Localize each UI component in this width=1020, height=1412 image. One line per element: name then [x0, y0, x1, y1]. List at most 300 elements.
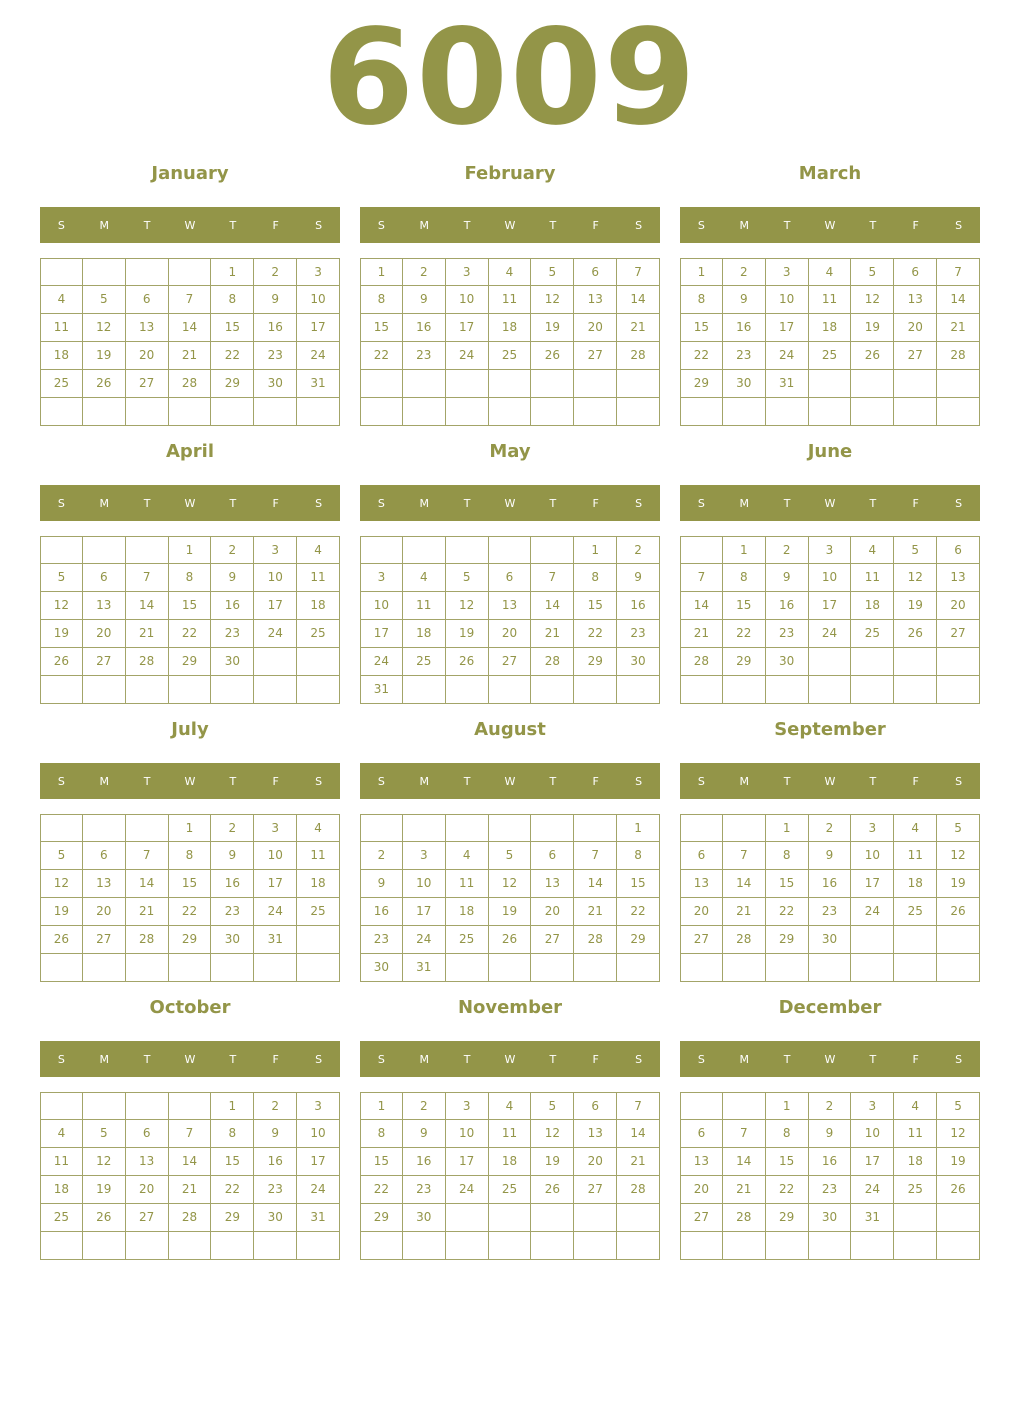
day-cell[interactable]: 7 [126, 564, 169, 592]
day-cell[interactable]: 14 [531, 592, 574, 620]
day-cell[interactable]: 18 [40, 342, 83, 370]
day-cell[interactable]: 29 [169, 648, 212, 676]
day-cell[interactable]: 17 [360, 620, 403, 648]
day-cell[interactable]: 19 [531, 314, 574, 342]
day-cell[interactable]: 16 [617, 592, 660, 620]
day-cell[interactable]: 29 [617, 926, 660, 954]
day-cell[interactable]: 6 [680, 842, 723, 870]
day-cell[interactable]: 3 [851, 1092, 894, 1120]
day-cell[interactable]: 7 [937, 258, 980, 286]
day-cell[interactable]: 22 [169, 620, 212, 648]
day-cell[interactable]: 14 [169, 1148, 212, 1176]
day-cell[interactable]: 6 [574, 258, 617, 286]
day-cell[interactable]: 28 [617, 1176, 660, 1204]
day-cell[interactable]: 29 [680, 370, 723, 398]
day-cell[interactable]: 20 [574, 314, 617, 342]
day-cell[interactable]: 10 [297, 286, 340, 314]
day-cell[interactable]: 15 [617, 870, 660, 898]
day-cell[interactable]: 23 [254, 1176, 297, 1204]
day-cell[interactable]: 31 [297, 370, 340, 398]
day-cell[interactable]: 15 [211, 1148, 254, 1176]
day-cell[interactable]: 9 [211, 842, 254, 870]
day-cell[interactable]: 26 [40, 648, 83, 676]
day-cell[interactable]: 2 [723, 258, 766, 286]
day-cell[interactable]: 20 [126, 342, 169, 370]
day-cell[interactable]: 11 [446, 870, 489, 898]
day-cell[interactable]: 26 [937, 898, 980, 926]
day-cell[interactable]: 13 [937, 564, 980, 592]
day-cell[interactable]: 9 [723, 286, 766, 314]
day-cell[interactable]: 27 [126, 1204, 169, 1232]
day-cell[interactable]: 29 [211, 1204, 254, 1232]
day-cell[interactable]: 19 [851, 314, 894, 342]
day-cell[interactable]: 4 [40, 1120, 83, 1148]
day-cell[interactable]: 1 [723, 536, 766, 564]
day-cell[interactable]: 5 [83, 1120, 126, 1148]
day-cell[interactable]: 9 [211, 564, 254, 592]
day-cell[interactable]: 14 [574, 870, 617, 898]
day-cell[interactable]: 14 [169, 314, 212, 342]
day-cell[interactable]: 17 [851, 870, 894, 898]
day-cell[interactable]: 26 [40, 926, 83, 954]
day-cell[interactable]: 7 [617, 258, 660, 286]
day-cell[interactable]: 13 [83, 592, 126, 620]
day-cell[interactable]: 18 [851, 592, 894, 620]
day-cell[interactable]: 4 [489, 1092, 532, 1120]
day-cell[interactable]: 15 [211, 314, 254, 342]
day-cell[interactable]: 26 [531, 342, 574, 370]
day-cell[interactable]: 3 [851, 814, 894, 842]
day-cell[interactable]: 24 [446, 342, 489, 370]
day-cell[interactable]: 27 [83, 648, 126, 676]
day-cell[interactable]: 19 [446, 620, 489, 648]
day-cell[interactable]: 21 [126, 898, 169, 926]
day-cell[interactable]: 4 [40, 286, 83, 314]
day-cell[interactable]: 18 [40, 1176, 83, 1204]
day-cell[interactable]: 25 [297, 898, 340, 926]
day-cell[interactable]: 21 [723, 898, 766, 926]
day-cell[interactable]: 28 [723, 926, 766, 954]
day-cell[interactable]: 22 [169, 898, 212, 926]
day-cell[interactable]: 10 [403, 870, 446, 898]
day-cell[interactable]: 14 [723, 870, 766, 898]
day-cell[interactable]: 12 [531, 286, 574, 314]
day-cell[interactable]: 4 [809, 258, 852, 286]
day-cell[interactable]: 12 [937, 1120, 980, 1148]
day-cell[interactable]: 28 [169, 1204, 212, 1232]
day-cell[interactable]: 14 [126, 592, 169, 620]
day-cell[interactable]: 1 [211, 1092, 254, 1120]
day-cell[interactable]: 4 [894, 814, 937, 842]
day-cell[interactable]: 26 [83, 370, 126, 398]
day-cell[interactable]: 25 [894, 898, 937, 926]
day-cell[interactable]: 21 [574, 898, 617, 926]
day-cell[interactable]: 10 [297, 1120, 340, 1148]
day-cell[interactable]: 20 [83, 620, 126, 648]
day-cell[interactable]: 13 [531, 870, 574, 898]
day-cell[interactable]: 7 [617, 1092, 660, 1120]
day-cell[interactable]: 18 [297, 592, 340, 620]
day-cell[interactable]: 5 [83, 286, 126, 314]
day-cell[interactable]: 11 [809, 286, 852, 314]
day-cell[interactable]: 1 [617, 814, 660, 842]
day-cell[interactable]: 29 [723, 648, 766, 676]
day-cell[interactable]: 17 [297, 1148, 340, 1176]
day-cell[interactable]: 23 [360, 926, 403, 954]
day-cell[interactable]: 15 [680, 314, 723, 342]
day-cell[interactable]: 7 [723, 1120, 766, 1148]
day-cell[interactable]: 30 [403, 1204, 446, 1232]
day-cell[interactable]: 12 [489, 870, 532, 898]
day-cell[interactable]: 2 [403, 258, 446, 286]
day-cell[interactable]: 19 [894, 592, 937, 620]
day-cell[interactable]: 6 [126, 1120, 169, 1148]
day-cell[interactable]: 8 [680, 286, 723, 314]
day-cell[interactable]: 26 [489, 926, 532, 954]
day-cell[interactable]: 14 [723, 1148, 766, 1176]
day-cell[interactable]: 4 [489, 258, 532, 286]
day-cell[interactable]: 28 [169, 370, 212, 398]
day-cell[interactable]: 1 [680, 258, 723, 286]
day-cell[interactable]: 5 [531, 258, 574, 286]
day-cell[interactable]: 27 [937, 620, 980, 648]
day-cell[interactable]: 14 [126, 870, 169, 898]
day-cell[interactable]: 14 [617, 1120, 660, 1148]
day-cell[interactable]: 17 [254, 870, 297, 898]
day-cell[interactable]: 21 [169, 342, 212, 370]
day-cell[interactable]: 21 [680, 620, 723, 648]
day-cell[interactable]: 6 [937, 536, 980, 564]
day-cell[interactable]: 30 [360, 954, 403, 982]
day-cell[interactable]: 19 [40, 898, 83, 926]
day-cell[interactable]: 22 [766, 898, 809, 926]
day-cell[interactable]: 26 [446, 648, 489, 676]
day-cell[interactable]: 1 [211, 258, 254, 286]
day-cell[interactable]: 2 [766, 536, 809, 564]
day-cell[interactable]: 6 [531, 842, 574, 870]
day-cell[interactable]: 18 [894, 870, 937, 898]
day-cell[interactable]: 30 [254, 370, 297, 398]
day-cell[interactable]: 11 [894, 842, 937, 870]
day-cell[interactable]: 20 [680, 1176, 723, 1204]
day-cell[interactable]: 25 [489, 342, 532, 370]
day-cell[interactable]: 22 [680, 342, 723, 370]
day-cell[interactable]: 2 [254, 1092, 297, 1120]
day-cell[interactable]: 4 [446, 842, 489, 870]
day-cell[interactable]: 27 [83, 926, 126, 954]
day-cell[interactable]: 13 [894, 286, 937, 314]
day-cell[interactable]: 5 [531, 1092, 574, 1120]
day-cell[interactable]: 8 [211, 1120, 254, 1148]
day-cell[interactable]: 5 [937, 1092, 980, 1120]
day-cell[interactable]: 13 [126, 314, 169, 342]
day-cell[interactable]: 12 [40, 592, 83, 620]
day-cell[interactable]: 15 [169, 592, 212, 620]
day-cell[interactable]: 2 [360, 842, 403, 870]
day-cell[interactable]: 10 [446, 286, 489, 314]
day-cell[interactable]: 27 [894, 342, 937, 370]
day-cell[interactable]: 19 [937, 870, 980, 898]
day-cell[interactable]: 8 [766, 1120, 809, 1148]
day-cell[interactable]: 14 [617, 286, 660, 314]
day-cell[interactable]: 3 [809, 536, 852, 564]
day-cell[interactable]: 4 [297, 814, 340, 842]
day-cell[interactable]: 18 [894, 1148, 937, 1176]
day-cell[interactable]: 16 [766, 592, 809, 620]
day-cell[interactable]: 1 [169, 814, 212, 842]
day-cell[interactable]: 11 [894, 1120, 937, 1148]
day-cell[interactable]: 2 [617, 536, 660, 564]
day-cell[interactable]: 15 [766, 1148, 809, 1176]
day-cell[interactable]: 28 [531, 648, 574, 676]
day-cell[interactable]: 2 [403, 1092, 446, 1120]
day-cell[interactable]: 17 [766, 314, 809, 342]
day-cell[interactable]: 6 [83, 842, 126, 870]
day-cell[interactable]: 10 [809, 564, 852, 592]
day-cell[interactable]: 28 [617, 342, 660, 370]
day-cell[interactable]: 4 [297, 536, 340, 564]
day-cell[interactable]: 11 [489, 286, 532, 314]
day-cell[interactable]: 25 [446, 926, 489, 954]
day-cell[interactable]: 25 [40, 370, 83, 398]
day-cell[interactable]: 30 [211, 926, 254, 954]
day-cell[interactable]: 5 [851, 258, 894, 286]
day-cell[interactable]: 26 [851, 342, 894, 370]
day-cell[interactable]: 17 [851, 1148, 894, 1176]
day-cell[interactable]: 30 [211, 648, 254, 676]
day-cell[interactable]: 16 [723, 314, 766, 342]
day-cell[interactable]: 12 [83, 1148, 126, 1176]
day-cell[interactable]: 15 [574, 592, 617, 620]
day-cell[interactable]: 16 [403, 314, 446, 342]
day-cell[interactable]: 9 [254, 286, 297, 314]
day-cell[interactable]: 10 [254, 842, 297, 870]
day-cell[interactable]: 18 [489, 314, 532, 342]
day-cell[interactable]: 6 [126, 286, 169, 314]
day-cell[interactable]: 6 [489, 564, 532, 592]
day-cell[interactable]: 23 [211, 898, 254, 926]
day-cell[interactable]: 28 [126, 926, 169, 954]
day-cell[interactable]: 12 [83, 314, 126, 342]
day-cell[interactable]: 25 [403, 648, 446, 676]
day-cell[interactable]: 24 [254, 620, 297, 648]
day-cell[interactable]: 10 [851, 842, 894, 870]
day-cell[interactable]: 23 [403, 342, 446, 370]
day-cell[interactable]: 3 [297, 258, 340, 286]
day-cell[interactable]: 20 [531, 898, 574, 926]
day-cell[interactable]: 2 [809, 1092, 852, 1120]
day-cell[interactable]: 22 [211, 342, 254, 370]
day-cell[interactable]: 11 [403, 592, 446, 620]
day-cell[interactable]: 26 [894, 620, 937, 648]
day-cell[interactable]: 30 [254, 1204, 297, 1232]
day-cell[interactable]: 13 [574, 1120, 617, 1148]
day-cell[interactable]: 8 [766, 842, 809, 870]
day-cell[interactable]: 28 [937, 342, 980, 370]
day-cell[interactable]: 16 [254, 314, 297, 342]
day-cell[interactable]: 1 [574, 536, 617, 564]
day-cell[interactable]: 24 [297, 342, 340, 370]
day-cell[interactable]: 8 [617, 842, 660, 870]
day-cell[interactable]: 3 [254, 814, 297, 842]
day-cell[interactable]: 12 [40, 870, 83, 898]
day-cell[interactable]: 28 [126, 648, 169, 676]
day-cell[interactable]: 22 [574, 620, 617, 648]
day-cell[interactable]: 31 [360, 676, 403, 704]
day-cell[interactable]: 19 [40, 620, 83, 648]
day-cell[interactable]: 21 [169, 1176, 212, 1204]
day-cell[interactable]: 16 [254, 1148, 297, 1176]
day-cell[interactable]: 13 [489, 592, 532, 620]
day-cell[interactable]: 27 [680, 926, 723, 954]
day-cell[interactable]: 4 [403, 564, 446, 592]
day-cell[interactable]: 27 [489, 648, 532, 676]
day-cell[interactable]: 21 [617, 1148, 660, 1176]
day-cell[interactable]: 18 [809, 314, 852, 342]
day-cell[interactable]: 29 [169, 926, 212, 954]
day-cell[interactable]: 13 [126, 1148, 169, 1176]
day-cell[interactable]: 3 [254, 536, 297, 564]
day-cell[interactable]: 15 [723, 592, 766, 620]
day-cell[interactable]: 24 [809, 620, 852, 648]
day-cell[interactable]: 12 [937, 842, 980, 870]
day-cell[interactable]: 26 [937, 1176, 980, 1204]
day-cell[interactable]: 9 [766, 564, 809, 592]
day-cell[interactable]: 23 [403, 1176, 446, 1204]
day-cell[interactable]: 2 [254, 258, 297, 286]
day-cell[interactable]: 18 [297, 870, 340, 898]
day-cell[interactable]: 21 [937, 314, 980, 342]
day-cell[interactable]: 7 [531, 564, 574, 592]
day-cell[interactable]: 21 [617, 314, 660, 342]
day-cell[interactable]: 19 [83, 1176, 126, 1204]
day-cell[interactable]: 22 [360, 342, 403, 370]
day-cell[interactable]: 5 [489, 842, 532, 870]
day-cell[interactable]: 9 [403, 1120, 446, 1148]
day-cell[interactable]: 15 [360, 314, 403, 342]
day-cell[interactable]: 29 [766, 1204, 809, 1232]
day-cell[interactable]: 22 [723, 620, 766, 648]
day-cell[interactable]: 20 [126, 1176, 169, 1204]
day-cell[interactable]: 10 [360, 592, 403, 620]
day-cell[interactable]: 10 [254, 564, 297, 592]
day-cell[interactable]: 7 [169, 286, 212, 314]
day-cell[interactable]: 26 [531, 1176, 574, 1204]
day-cell[interactable]: 5 [40, 842, 83, 870]
day-cell[interactable]: 5 [446, 564, 489, 592]
day-cell[interactable]: 20 [680, 898, 723, 926]
day-cell[interactable]: 18 [489, 1148, 532, 1176]
day-cell[interactable]: 23 [723, 342, 766, 370]
day-cell[interactable]: 15 [766, 870, 809, 898]
day-cell[interactable]: 28 [574, 926, 617, 954]
day-cell[interactable]: 13 [680, 1148, 723, 1176]
day-cell[interactable]: 24 [403, 926, 446, 954]
day-cell[interactable]: 22 [211, 1176, 254, 1204]
day-cell[interactable]: 15 [360, 1148, 403, 1176]
day-cell[interactable]: 25 [894, 1176, 937, 1204]
day-cell[interactable]: 11 [489, 1120, 532, 1148]
day-cell[interactable]: 30 [809, 926, 852, 954]
day-cell[interactable]: 16 [211, 592, 254, 620]
day-cell[interactable]: 20 [489, 620, 532, 648]
day-cell[interactable]: 29 [766, 926, 809, 954]
day-cell[interactable]: 19 [489, 898, 532, 926]
day-cell[interactable]: 29 [360, 1204, 403, 1232]
day-cell[interactable]: 10 [851, 1120, 894, 1148]
day-cell[interactable]: 24 [297, 1176, 340, 1204]
day-cell[interactable]: 1 [169, 536, 212, 564]
day-cell[interactable]: 27 [126, 370, 169, 398]
day-cell[interactable]: 8 [169, 842, 212, 870]
day-cell[interactable]: 5 [937, 814, 980, 842]
day-cell[interactable]: 24 [360, 648, 403, 676]
day-cell[interactable]: 25 [40, 1204, 83, 1232]
day-cell[interactable]: 15 [169, 870, 212, 898]
day-cell[interactable]: 25 [851, 620, 894, 648]
day-cell[interactable]: 23 [617, 620, 660, 648]
day-cell[interactable]: 16 [360, 898, 403, 926]
day-cell[interactable]: 20 [574, 1148, 617, 1176]
day-cell[interactable]: 11 [40, 1148, 83, 1176]
day-cell[interactable]: 17 [403, 898, 446, 926]
day-cell[interactable]: 11 [297, 564, 340, 592]
day-cell[interactable]: 28 [680, 648, 723, 676]
day-cell[interactable]: 9 [809, 1120, 852, 1148]
day-cell[interactable]: 14 [680, 592, 723, 620]
day-cell[interactable]: 18 [403, 620, 446, 648]
day-cell[interactable]: 6 [83, 564, 126, 592]
day-cell[interactable]: 4 [894, 1092, 937, 1120]
day-cell[interactable]: 23 [766, 620, 809, 648]
day-cell[interactable]: 22 [766, 1176, 809, 1204]
day-cell[interactable]: 31 [766, 370, 809, 398]
day-cell[interactable]: 6 [574, 1092, 617, 1120]
day-cell[interactable]: 27 [531, 926, 574, 954]
day-cell[interactable]: 23 [809, 898, 852, 926]
day-cell[interactable]: 8 [723, 564, 766, 592]
day-cell[interactable]: 10 [766, 286, 809, 314]
day-cell[interactable]: 3 [446, 258, 489, 286]
day-cell[interactable]: 19 [83, 342, 126, 370]
day-cell[interactable]: 3 [766, 258, 809, 286]
day-cell[interactable]: 9 [360, 870, 403, 898]
day-cell[interactable]: 16 [403, 1148, 446, 1176]
day-cell[interactable]: 23 [809, 1176, 852, 1204]
day-cell[interactable]: 8 [574, 564, 617, 592]
day-cell[interactable]: 23 [254, 342, 297, 370]
day-cell[interactable]: 1 [360, 258, 403, 286]
day-cell[interactable]: 8 [360, 286, 403, 314]
day-cell[interactable]: 21 [723, 1176, 766, 1204]
day-cell[interactable]: 7 [574, 842, 617, 870]
day-cell[interactable]: 12 [446, 592, 489, 620]
day-cell[interactable]: 17 [446, 1148, 489, 1176]
day-cell[interactable]: 3 [297, 1092, 340, 1120]
day-cell[interactable]: 21 [126, 620, 169, 648]
day-cell[interactable]: 1 [766, 814, 809, 842]
day-cell[interactable]: 7 [680, 564, 723, 592]
day-cell[interactable]: 5 [40, 564, 83, 592]
day-cell[interactable]: 8 [211, 286, 254, 314]
day-cell[interactable]: 1 [360, 1092, 403, 1120]
day-cell[interactable]: 24 [851, 1176, 894, 1204]
day-cell[interactable]: 1 [766, 1092, 809, 1120]
day-cell[interactable]: 21 [531, 620, 574, 648]
day-cell[interactable]: 24 [766, 342, 809, 370]
day-cell[interactable]: 26 [83, 1204, 126, 1232]
day-cell[interactable]: 4 [851, 536, 894, 564]
